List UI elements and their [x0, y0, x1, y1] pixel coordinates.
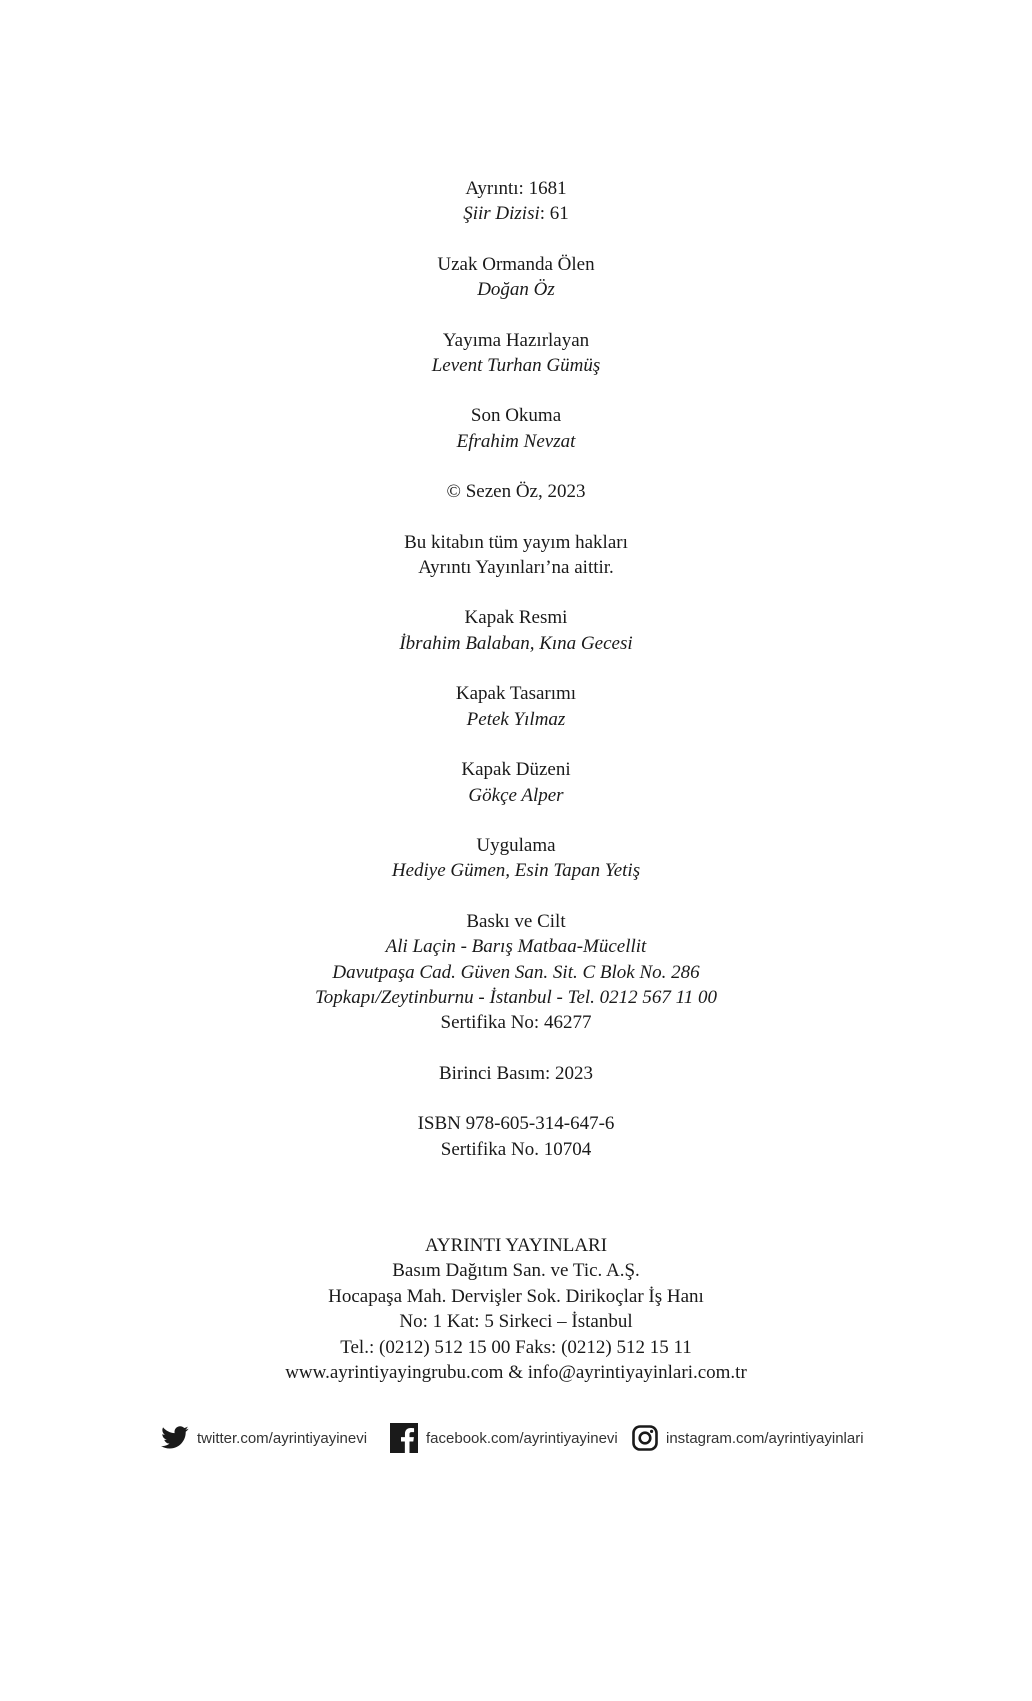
publisher-company: Basım Dağıtım San. ve Tic. A.Ş.	[392, 1260, 640, 1282]
first-edition: Birinci Basım: 2023	[438, 1062, 594, 1084]
facebook-link[interactable]	[390, 1420, 618, 1456]
facebook-handle: facebook.com/ayrintiyayinevi	[426, 1429, 618, 1447]
cover-design-info	[0, 681, 1032, 732]
instagram-handle: instagram.com/ayrintiyayinlari	[666, 1429, 864, 1447]
editor-info	[0, 328, 1032, 379]
series-number: Ayrıntı: 1681	[465, 178, 567, 199]
cover-layout-name: Gökçe Alper	[468, 784, 564, 806]
instagram-icon	[632, 1425, 658, 1451]
book-author: Doğan Öz	[477, 279, 555, 301]
instagram-link[interactable]	[632, 1420, 864, 1456]
proofreading-label: Son Okuma	[470, 405, 562, 427]
rights-info	[0, 530, 1032, 581]
printer-city-phone: Topkapı/Zeytinburnu - İstanbul - Tel. 0212 567 11 00	[314, 986, 717, 1008]
twitter-handle: twitter.com/ayrintiyayinevi	[197, 1429, 368, 1447]
proofreading-name: Efrahim Nevzat	[456, 430, 576, 452]
book-info	[0, 252, 1032, 303]
printer-address: Davutpaşa Cad. Güven San. Sit. C Blok No. 286	[332, 961, 700, 983]
application-label: Uygulama	[476, 834, 556, 856]
publisher-address-1: Hocapaşa Mah. Dervişler Sok. Dirikoçlar İş Hanı	[328, 1285, 704, 1307]
proofreading-info	[0, 403, 1032, 454]
printing-info	[0, 909, 1032, 1036]
facebook-icon	[390, 1423, 418, 1453]
application-names: Hediye Gümen, Esin Tapan Yetiş	[391, 860, 641, 882]
cover-layout-info	[0, 757, 1032, 808]
rights-line-2: Ayrıntı Yayınları’na aittir.	[418, 557, 614, 579]
copyright-line: © Sezen Öz, 2023	[446, 481, 586, 503]
cover-design-name: Petek Yılmaz	[466, 708, 566, 730]
cover-art-label: Kapak Resmi	[464, 607, 568, 629]
colophon-block	[0, 176, 1032, 1187]
isbn-info	[0, 1111, 1032, 1162]
copyright-info	[0, 479, 1032, 504]
publisher-certificate: Sertifika No. 10704	[440, 1138, 592, 1160]
twitter-link[interactable]	[161, 1420, 367, 1456]
printer-certificate: Sertifika No: 46277	[440, 1012, 592, 1034]
rights-line-1: Bu kitabın tüm yayım hakları	[404, 531, 628, 553]
cover-layout-label: Kapak Düzeni	[461, 759, 571, 781]
editor-label: Yayıma Hazırlayan	[442, 329, 590, 351]
application-info	[0, 833, 1032, 884]
printer-name: Ali Laçin - Barış Matbaa-Mücellit	[385, 936, 647, 958]
series-subnumber	[0, 201, 1032, 226]
twitter-icon	[161, 1426, 189, 1450]
isbn-number: ISBN 978-605-314-647-6	[417, 1113, 615, 1135]
printing-label: Baskı ve Cilt	[466, 910, 566, 932]
book-title: Uzak Ormanda Ölen	[437, 253, 595, 275]
cover-art-name: İbrahim Balaban, Kına Gecesi	[399, 632, 633, 654]
series-sub-value: : 61	[539, 203, 569, 225]
publisher-info	[0, 1233, 1032, 1385]
publisher-phone: Tel.: (0212) 512 15 00 Faks: (0212) 512 15 11	[340, 1336, 692, 1358]
editor-name: Levent Turhan Gümüş	[431, 355, 601, 377]
series-info	[0, 176, 1032, 227]
publisher-name: AYRINTI YAYINLARI	[424, 1235, 608, 1256]
publisher-address-2: No: 1 Kat: 5 Sirkeci – İstanbul	[399, 1311, 633, 1333]
cover-design-label: Kapak Tasarımı	[455, 683, 577, 705]
publisher-web: www.ayrintiyayingrubu.com & info@ayrintiyayinlari.com.tr	[285, 1362, 747, 1384]
edition-info	[0, 1061, 1032, 1086]
cover-art-info	[0, 605, 1032, 656]
series-name: Şiir Dizisi	[463, 203, 540, 225]
social-links	[161, 1420, 881, 1456]
